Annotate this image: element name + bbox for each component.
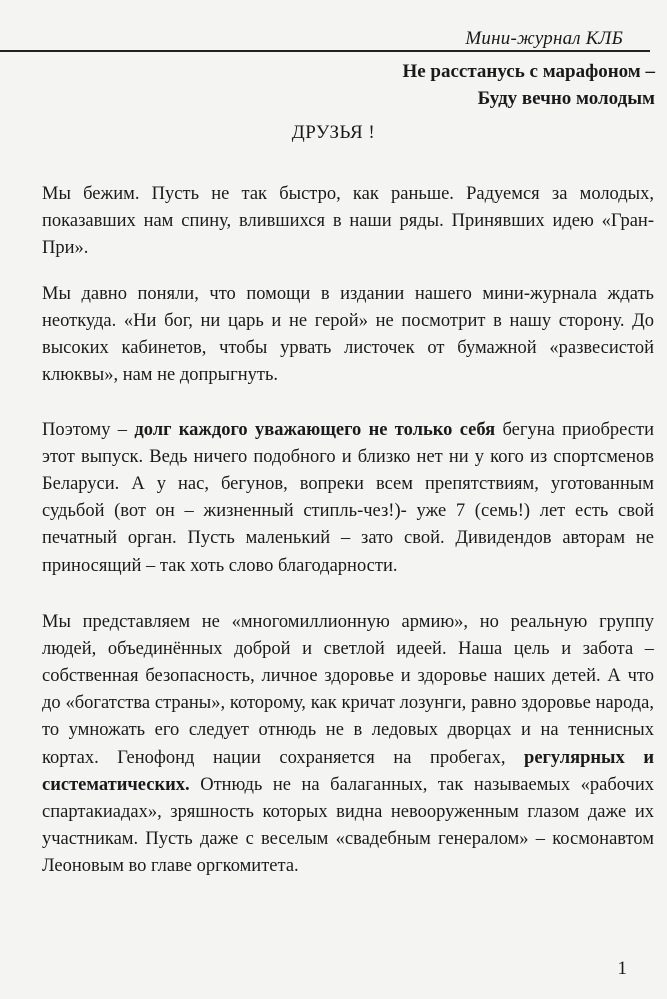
paragraph-3-rest: бегуна приобрести этот выпуск. Ведь ничего подобного и близко нет ни у кого из спортсменов Беларуси. А у нас, бегунов, вопреки всем препятствиям, уготованным судьбой (вот он – жизненный стипль-чез!)- уже 7 (семь!) лет есть свой печатный орган. Пусть маленький – зато свой. Дивидендов авторам не приносящий – так хоть слово благодарности. (42, 419, 654, 576)
page-number: 1 (617, 958, 627, 979)
paragraph-3-bold: долг каждого уважающего не только себя (134, 419, 496, 440)
motto-line-2: Буду вечно молодым (477, 88, 655, 109)
paragraph-2: Мы давно поняли, что помощи в издании нашего мини-журнала ждать неоткуда. «Ни бог, ни царь и не герой» не посмотрит в нашу сторону. До высоких кабинетов, чтобы урвать листочек от бумажной «развесистой клюквы», нам не допрыгнуть. (42, 283, 654, 386)
paragraph-1: Мы бежим. Пусть не так быстро, как раньше. Радуемся за молодых, показавших нам спину, влившихся в наши ряды. Принявших идею «Гран-При». (42, 183, 654, 258)
paragraph-3 (42, 417, 654, 580)
motto-line-1: Не расстанусь с марафоном – (402, 61, 655, 82)
motto (402, 58, 655, 112)
paragraph-4-bold: регулярных и систематических. (42, 747, 654, 795)
paragraph-4 (42, 609, 654, 881)
article-title: ДРУЗЬЯ ! (291, 122, 376, 143)
header-rule (0, 50, 650, 52)
paragraph-4-rest: Отнюдь не на балаганных, так называемых «рабочих спартакиадах», зряшность которых видна невооруженным глазом даже их участникам. Пусть даже с веселым «свадебным генералом» – космонавтом Леоновым во главе оргкомитета. (42, 774, 654, 877)
paragraph-3-start: Поэтому – (42, 419, 135, 440)
running-head: Мини-журнал КЛБ (465, 28, 623, 49)
paragraph-4-start: Мы представляем не «многомиллионную армию», но реальную группу людей, объединённых доброй и светлой идеей. Наша цель и забота – собственная безопасность, личное здоровье и здоровье наших детей. А что до «богатства страны», которому, как кричат лозунги, равно здоровье народа, то умножать его следует отнюдь не в ледовых дворцах и на теннисных кортах. Генофонд нации сохраняется на пробегах, (42, 611, 654, 768)
